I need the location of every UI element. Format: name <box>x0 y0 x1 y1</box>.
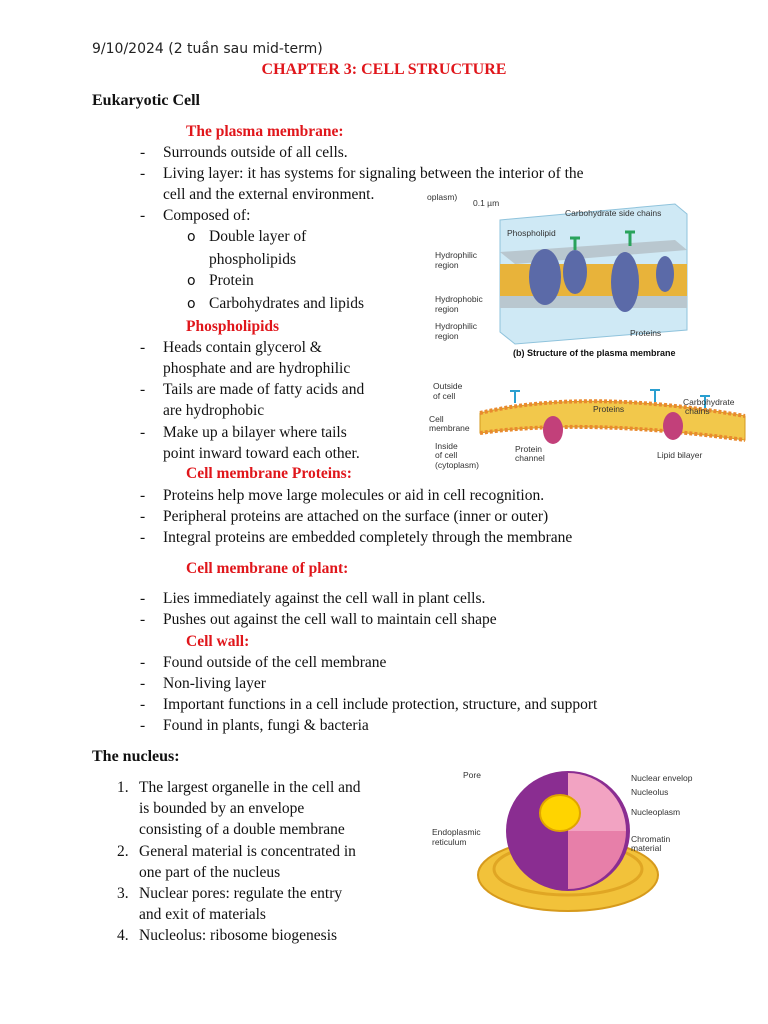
list-item: point inward toward each other. <box>163 445 360 462</box>
list-number: 3. <box>117 885 129 902</box>
bullet-dash: - <box>140 590 146 607</box>
bullet-dash: - <box>140 508 146 525</box>
protein-shape <box>611 252 639 312</box>
list-item: Living layer: it has systems for signaling between the interior of the <box>163 165 584 182</box>
protein-shape <box>563 250 587 294</box>
figure-label: Endoplasmic <box>432 827 481 837</box>
figure-label: Hydrophilic <box>435 250 478 260</box>
protein-channel-shape <box>543 416 563 444</box>
bullet-dash: - <box>140 675 146 692</box>
plasma-membrane-figure <box>425 192 695 362</box>
bullet-circle: o <box>187 273 196 289</box>
figure-label: Carbohydrate <box>683 397 735 407</box>
list-item: Peripheral proteins are attached on the surface (inner or outer) <box>163 508 549 525</box>
list-item: The largest organelle in the cell and <box>139 779 361 796</box>
list-item: Pushes out against the cell wall to maintain cell shape <box>163 611 497 628</box>
bullet-dash: - <box>140 165 146 182</box>
list-item: Composed of: <box>163 207 251 224</box>
list-item: Integral proteins are embedded completely through the membrane <box>163 529 573 546</box>
list-item: phosphate and are hydrophilic <box>163 360 351 377</box>
document-date: 9/10/2024 (2 tuần sau mid-term) <box>92 41 323 57</box>
figure-label: region <box>435 260 459 270</box>
list-item: one part of the nucleus <box>139 864 281 881</box>
figure-label: (cytoplasm) <box>435 460 479 470</box>
list-number: 1. <box>117 779 129 796</box>
list-item: Tails are made of fatty acids and <box>163 381 365 398</box>
figure-label: Outside <box>433 381 463 391</box>
figure-label: membrane <box>429 423 470 433</box>
list-item: consisting of a double membrane <box>139 821 345 838</box>
bullet-dash: - <box>140 424 146 441</box>
heading-cell-wall: Cell wall: <box>186 633 250 650</box>
list-item: Proteins help move large molecules or aid in cell recognition. <box>163 487 545 504</box>
nucleolus-shape <box>540 795 580 831</box>
bullet-dash: - <box>140 696 146 713</box>
cell-membrane-figure <box>425 378 750 473</box>
list-item: are hydrophobic <box>163 402 265 419</box>
bullet-dash: - <box>140 717 146 734</box>
bullet-dash: - <box>140 144 146 161</box>
bullet-circle: o <box>187 229 196 245</box>
bullet-dash: - <box>140 339 146 356</box>
list-item: Important functions in a cell include protection, structure, and support <box>163 696 598 713</box>
sub-list-item: Double layer of <box>209 228 307 245</box>
bottom-head-layer <box>500 296 687 308</box>
list-number: 2. <box>117 843 129 860</box>
heading-membrane-proteins: Cell membrane Proteins: <box>186 465 352 482</box>
figure-label: channel <box>515 453 545 463</box>
list-item: Make up a bilayer where tails <box>163 424 347 441</box>
list-number: 4. <box>117 927 129 944</box>
figure-label: Carbohydrate side chains <box>565 208 662 218</box>
figure-caption: (b) Structure of the plasma membrane <box>513 348 676 358</box>
heading-nucleus: The nucleus: <box>92 748 180 765</box>
sub-list-item: Protein <box>209 272 254 289</box>
figure-label: material <box>631 843 662 853</box>
section-title: Eukaryotic Cell <box>92 92 200 109</box>
figure-label: Cell <box>429 414 444 424</box>
bullet-circle: o <box>187 296 196 312</box>
nucleus-figure <box>428 765 713 915</box>
sub-list-item: phospholipids <box>209 251 296 268</box>
heading-phospholipids: Phospholipids <box>186 318 280 335</box>
protein-shape <box>529 249 561 305</box>
figure-label: Inside <box>435 441 458 451</box>
figure-label: of cell <box>433 391 456 401</box>
figure-label: Pore <box>463 770 481 780</box>
figure-label: chains <box>685 406 710 416</box>
figure-label: Lipid bilayer <box>657 450 703 460</box>
figure-label: Hydrophilic <box>435 321 478 331</box>
bullet-dash: - <box>140 487 146 504</box>
heading-plant-membrane: Cell membrane of plant: <box>186 560 349 577</box>
figure-label: of cell <box>435 450 458 460</box>
bullet-dash: - <box>140 207 146 224</box>
scale-label: 0.1 µm <box>473 198 500 208</box>
heading-plasma-membrane: The plasma membrane: <box>186 123 344 140</box>
list-item: Nuclear pores: regulate the entry <box>139 885 343 902</box>
list-item: General material is concentrated in <box>139 843 356 860</box>
list-item: Heads contain glycerol & <box>163 339 322 356</box>
figure-label: Phospholipid <box>507 228 556 238</box>
bullet-dash: - <box>140 529 146 546</box>
list-item: Found in plants, fungi & bacteria <box>163 717 369 734</box>
figure-label: region <box>435 331 459 341</box>
protein-shape <box>656 256 674 292</box>
list-item: and exit of materials <box>139 906 266 923</box>
list-item: cell and the external environment. <box>163 186 375 203</box>
bullet-dash: - <box>140 611 146 628</box>
chapter-title: CHAPTER 3: CELL STRUCTURE <box>261 61 507 78</box>
figure-label: Hydrophobic <box>435 294 483 304</box>
protein-shape <box>663 412 683 440</box>
sub-list-item: Carbohydrates and lipids <box>209 295 364 312</box>
figure-label: Proteins <box>630 328 662 338</box>
list-item: is bounded by an envelope <box>139 800 305 817</box>
figure-label: Nuclear envelop <box>631 773 693 783</box>
figure-label: Nucleolus <box>631 787 669 797</box>
list-item: Surrounds outside of all cells. <box>163 144 348 161</box>
figure-label: Chromatin <box>631 834 671 844</box>
figure-label: Protein <box>515 444 542 454</box>
figure-label: region <box>435 304 459 314</box>
list-item: Nucleolus: ribosome biogenesis <box>139 927 338 944</box>
figure-label: reticulum <box>432 837 467 847</box>
list-item: Found outside of the cell membrane <box>163 654 387 671</box>
figure-label: Nucleoplasm <box>631 807 681 817</box>
list-item: Lies immediately against the cell wall in plant cells. <box>163 590 486 607</box>
figure-cut-label: oplasm) <box>427 192 458 202</box>
list-item: Non-living layer <box>163 675 266 692</box>
bullet-dash: - <box>140 654 146 671</box>
figure-label: Proteins <box>593 404 625 414</box>
bullet-dash: - <box>140 381 146 398</box>
